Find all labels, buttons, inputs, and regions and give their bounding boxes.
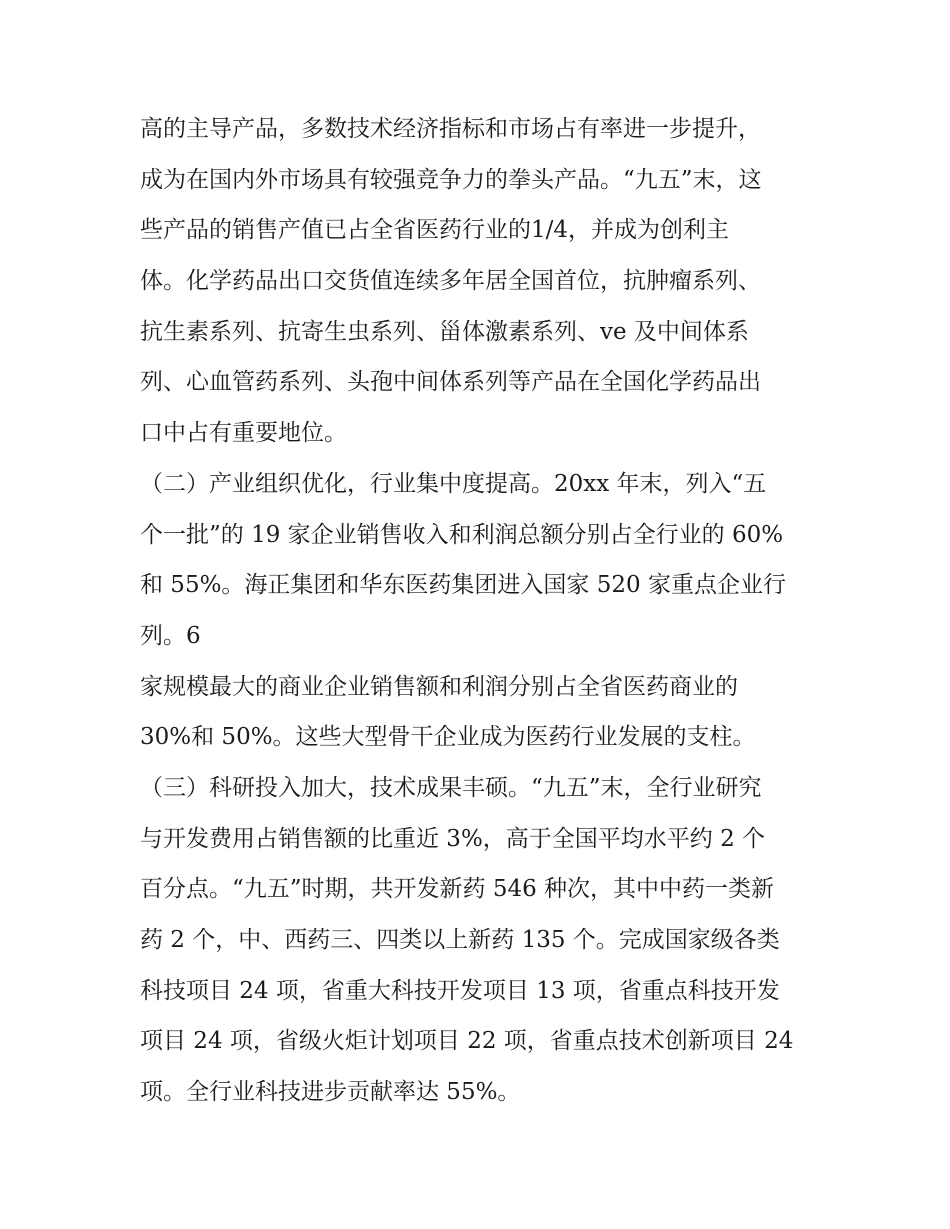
text-line: 30%和 50%。这些大型骨干企业成为医药行业发展的支柱。 — [140, 724, 756, 751]
text-line: （二）产业组织优化，行业集中度提高。20xx 年末，列入“五 — [140, 470, 767, 497]
text-line: 项。全行业科技进步贡献率达 55%。 — [140, 1079, 521, 1106]
text-line: 体。化学药品出口交货值连续多年居全国首位，抗肿瘤系列、 — [140, 268, 761, 295]
text-line: 药 2 个，中、西药三、四类以上新药 135 个。完成国家级各类 — [140, 927, 780, 953]
text-line: 项目 24 项，省级火炬计划项目 22 项，省重点技术创新项目 24 — [140, 1028, 794, 1055]
text-line: 抗生素系列、抗寄生虫系列、甾体激素系列、ve 及中间体系 — [140, 318, 749, 345]
text-line: 科技项目 24 项，省重大科技开发项目 13 项，省重点科技开发 — [140, 977, 780, 1004]
text-line: 与开发费用占销售额的比重近 3%，高于全国平均水平约 2 个 — [140, 825, 766, 852]
text-line: 家规模最大的商业企业销售额和利润分别占全省医药商业的 — [140, 673, 738, 700]
text-line: 些产品的销售产值已占全省医药行业的1/4，并成为创利主 — [140, 217, 730, 244]
body-text — [140, 104, 820, 1118]
text-line: 百分点。“九五”时期，共开发新药 546 种次，其中中药一类新 — [140, 876, 775, 903]
text-line: 高的主导产品，多数技术经济指标和市场占有率进一步提升， — [140, 116, 761, 142]
text-line: 个一批”的 19 家企业销售收入和利润总额分别占全行业的 60% — [140, 521, 784, 548]
text-line: 列。6 — [140, 622, 201, 649]
text-line: 列、心血管药系列、头孢中间体系列等产品在全国化学药品出 — [140, 369, 761, 396]
text-line: 口中占有重要地位。 — [140, 420, 347, 447]
text-line: 成为在国内外市场具有较强竞争力的拳头产品。“九五”末，这 — [140, 166, 762, 193]
text-line: （三）科研投入加大，技术成果丰硕。“九五”末，全行业研究 — [140, 774, 762, 801]
text-line: 和 55%。海正集团和华东医药集团进入国家 520 家重点企业行 — [140, 572, 786, 599]
